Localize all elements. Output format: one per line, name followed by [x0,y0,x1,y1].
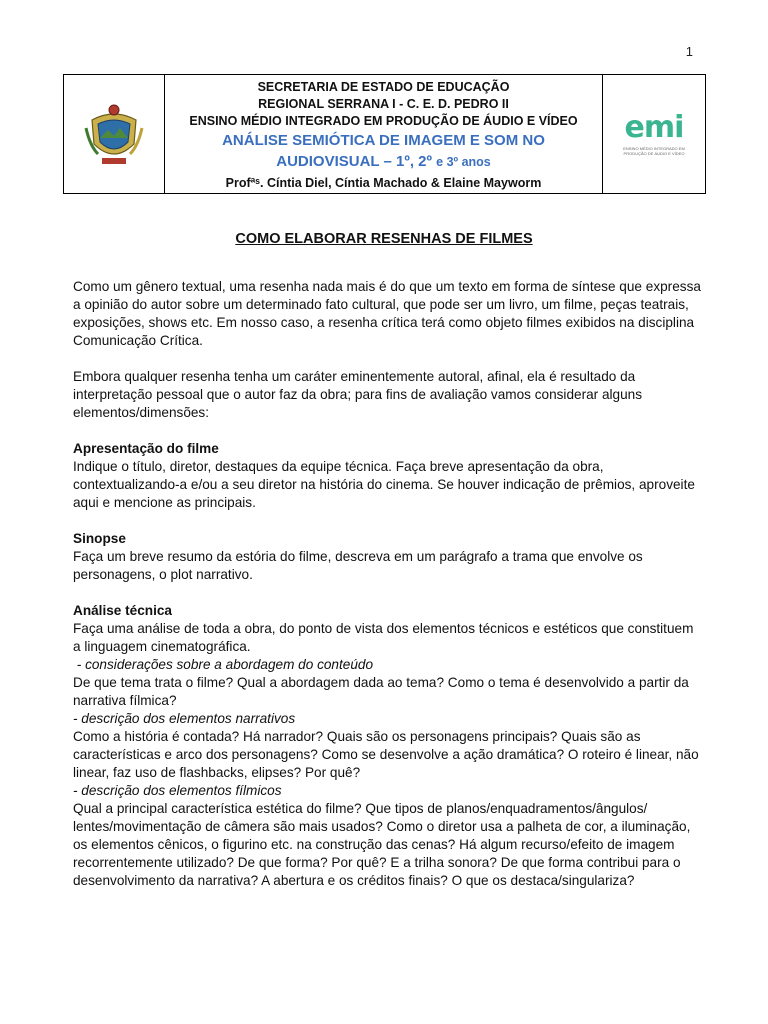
header-secretaria: SECRETARIA DE ESTADO DE EDUCAÇÃO [257,80,510,94]
state-coat-of-arms-icon [84,98,144,170]
narrativos-text: Como a história é contada? Há narrador? Quais são os personagens principais? Quais são as características e arco dos personagens? Como se desenvolve a ação dramática? O roteiro é linear, não linear, faz uso de flashbacks, elipses? Por quê? [73,729,699,780]
document-title: COMO ELABORAR RESENHAS DE FILMES [235,231,533,247]
document-body [73,278,703,908]
document-header [63,74,706,194]
header-ensino: ENSINO MÉDIO INTEGRADO EM PRODUÇÃO DE ÁUDIO E VÍDEO [189,114,578,128]
header-regional: REGIONAL SERRANA I - C. E. D. PEDRO II [258,97,509,111]
course-title-line2: AUDIOVISUAL – 1º, 2º e 3º anos [276,153,491,170]
filmicos-text: Qual a principal característica estética do filme? Que tipos de planos/enquadramentos/ângulos/ lentes/movimentação de câmera são mais usados? Como o diretor usa a palheta de cor, a iluminação, os elementos cênicos, o figurino etc. na construção das cenas? Há algum recurso/efeito de imagem recorrentemente utilizado? De que forma? Por quê? E a trilha sonora? De que forma contribui para o desenvolvimento da narrativa? A abertura e os créditos finais? O que os destaca/singulariza? [73,801,691,888]
narrativos-subheading: - descrição dos elementos narrativos [73,711,296,726]
analise-text: Faça uma análise de toda a obra, do ponto de vista dos elementos técnicos e estéticos que constituem a linguagem cinematográfica. [73,621,694,654]
emi-logo-caption: ENSINO MÉDIO INTEGRADO EM PRODUÇÃO DE ÁUDIO E VÍDEO [623,145,685,156]
analise-section [73,602,703,890]
header-center-cell [165,75,602,193]
course-title-line1: ANÁLISE SEMIÓTICA DE IMAGEM E SOM NO [222,132,545,149]
conteudo-text: De que tema trata o filme? Qual a abordagem dada ao tema? Como o tema é desenvolvido a partir da narrativa fílmica? [73,675,689,708]
header-right-cell [602,75,705,193]
apresentacao-heading: Apresentação do filme [73,441,219,456]
professors-line: Profªˢ. Cíntia Diel, Cíntia Machado & Elaine Mayworm [225,176,542,190]
emi-logo-text: emi [624,109,684,145]
intro-paragraph: Como um gênero textual, uma resenha nada mais é do que um texto em forma de síntese que expressa a opinião do autor sobre um determinado fato cultural, que pode ser um livro, um filme, peças teatrais, exposições, shows etc. Em nosso caso, a resenha crítica terá como objeto filmes exibidos na disciplina Comunicação Crítica. [73,279,701,348]
sinopse-heading: Sinopse [73,531,126,546]
filmicos-subheading: - descrição dos elementos fílmicos [73,783,282,798]
page-number: 1 [685,44,693,59]
analise-heading: Análise técnica [73,603,172,618]
sinopse-text: Faça um breve resumo da estória do filme, descreva em um parágrafo a trama que envolve os personagens, o plot narrativo. [73,549,643,582]
apresentacao-text: Indique o título, diretor, destaques da equipe técnica. Faça breve apresentação da obra, contextualizando-a e/ou a seu diretor na história do cinema. Se houver indicação de prêmios, aproveite aqui e mencione as principais. [73,459,695,510]
header-left-cell [64,75,165,193]
apresentacao-section [73,440,703,512]
evaluation-paragraph: Embora qualquer resenha tenha um caráter eminentemente autoral, afinal, ela é resultado da interpretação pessoal que o autor faz da obra; para fins de avaliação vamos considerar alguns elementos/dimensões: [73,369,643,420]
emi-logo [614,109,694,156]
sinopse-section [73,530,703,584]
conteudo-subheading: - considerações sobre a abordagem do conteúdo [73,657,374,672]
